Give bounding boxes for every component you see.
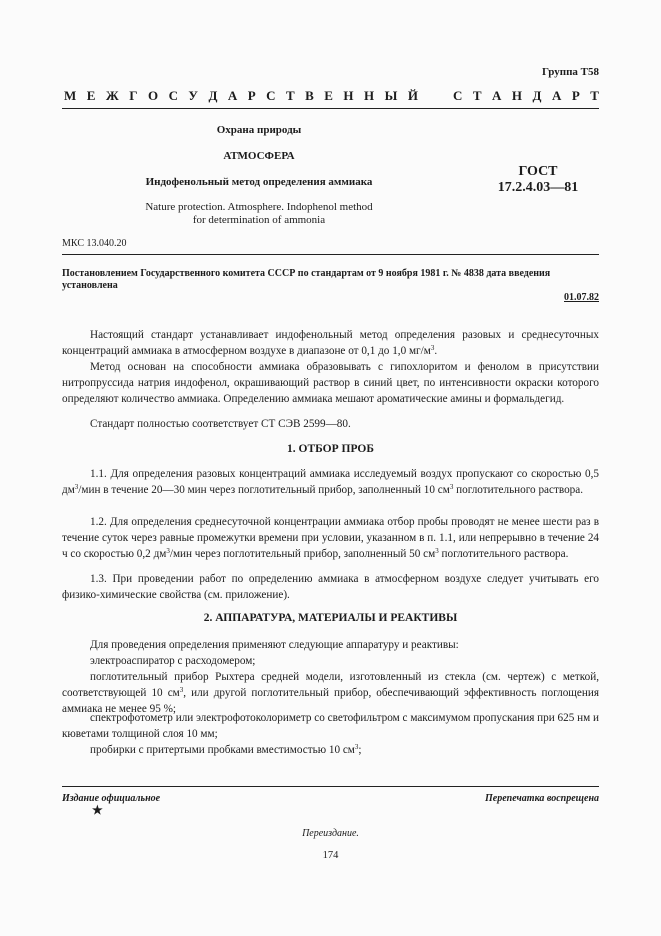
star-icon: ★ [92, 803, 103, 817]
title-english-1: Nature protection. Atmosphere. Indophenol method [145, 201, 373, 213]
heading-letter: Ы [384, 88, 398, 103]
section-paragraph: 1.3. При проведении работ по определению аммиака в атмосферном воздухе следует учитывать его физико-химические свойства (см. приложение). [62, 573, 599, 601]
section-heading: 2. АППАРАТУРА, МАТЕРИАЛЫ И РЕАКТИВЫ [203, 612, 458, 624]
heading-word-interstate [64, 88, 418, 104]
gost-label: ГОСТ [518, 164, 558, 179]
heading-letter: Т [472, 88, 482, 103]
heading-letter: С [168, 88, 178, 103]
page-number: 174 [322, 850, 339, 861]
heading-letter: Г [129, 88, 138, 103]
heading-letter: Й [407, 88, 418, 103]
mks-code: МКС 13.040.20 [62, 238, 127, 249]
heading-word-standard [453, 88, 599, 104]
heading-letter: А [227, 88, 238, 103]
reissue-label: Переиздание. [302, 828, 359, 839]
introduction-date: 01.07.82 [564, 292, 599, 303]
heading-letter: О [147, 88, 159, 103]
footer-rule [62, 786, 599, 787]
heading-letter: С [453, 88, 463, 103]
section-paragraph: 1.2. Для определения среднесуточной концентрации аммиака отбор пробы проводят не менее шести раз в течение суток через равные промежутки времени при условии, указанном в п. 1.1, или непрерывно в течение 24 ч со скоростью 0,2 $дм^3$/мин через поглотительный прибор, заполненный 50 $см^3$ поглотительного раствора. [62, 516, 599, 560]
heading-letter: Р [247, 88, 256, 103]
heading-letter: Н [343, 88, 354, 103]
heading-letter: Д [208, 88, 218, 103]
heading-letter: Р [571, 88, 580, 103]
mks-rule [62, 254, 599, 255]
intro-paragraph: Настоящий стандарт устанавливает индофенольный метод определения разовых и среднесуточных концентраций аммиака в атмосферном воздухе в диапазоне от 0,1 до 1,0 $мг/м^3$. [62, 329, 599, 357]
heading-letter: А [492, 88, 502, 103]
section-heading: 1. ОТБОР ПРОБ [287, 443, 374, 455]
section-paragraph: спектрофотометр или электрофотоколориметр со светофильтром с максимумом пропускания при 625 нм и кюветами толщиной слоя 10 мм; [62, 712, 599, 740]
heading-letter: Д [532, 88, 542, 103]
gost-number: 17.2.4.03—81 [497, 180, 579, 195]
heading-letter: А [551, 88, 562, 103]
section-paragraph: Для проведения определения применяют следующие аппаратуру и реактивы: [90, 639, 459, 651]
intro-paragraph: Метод основан на способности аммиака образовывать с гипохлоритом и фенолом в присутствии нитропруссида натрия индофенол, окрашивающий раствор в синий цвет, по интенсивности окраски которого определяют количество аммиака. Определению аммиака мешают ароматические амины и формальдегид. [62, 361, 599, 405]
heading-letter: Т [286, 88, 295, 103]
intro-paragraph: Стандарт полностью соответствует СТ СЭВ 2599—80. [90, 418, 351, 430]
heading-letter: Е [86, 88, 96, 103]
header-rule [62, 108, 599, 109]
heading-letter: Т [590, 88, 599, 103]
group-code: Группа Т58 [541, 66, 599, 78]
section-paragraph: 1.1. Для определения разовых концентраций аммиака исследуемый воздух пропускают со скоростью 0,5 $дм^3$/мин в течение 20—30 мин через поглотительный прибор, заполненный 10 $см^3$ поглотительного раствора. [62, 468, 599, 496]
heading-letter: Е [324, 88, 333, 103]
heading-letter: С [266, 88, 276, 103]
title-main: АТМОСФЕРА [223, 150, 295, 162]
heading-letter: Ж [105, 88, 119, 103]
decree-text: Постановлением Государственного комитета СССР по стандартам от 9 ноября 1981 г. № 4838 дата введения установлена [62, 268, 551, 291]
title-english-2: for determination of ammonia [192, 214, 326, 226]
title-category: Охрана природы [216, 124, 302, 136]
section-paragraph: поглотительный прибор Рыхтера средней модели, изготовленный из стекла (см. чертеж) с меткой, соответствующей 10 $см^3$, или другой поглотительный прибор, обеспечивающий эффективность поглощения аммиака не менее 95 %; [62, 671, 599, 715]
heading-letter: Н [364, 88, 375, 103]
section-paragraph: пробирки с притертыми пробками вместимостью 10 $см^3$; [90, 743, 362, 756]
heading-letter: Н [511, 88, 523, 103]
heading-letter: У [188, 88, 198, 103]
official-edition-label: Издание официальное [62, 793, 161, 804]
interstate-standard-heading [64, 88, 599, 104]
heading-letter: М [64, 88, 77, 103]
section-paragraph: электроаспиратор с расходомером; [90, 655, 256, 667]
reprint-prohibited-label: Перепечатка воспрещена [485, 793, 599, 804]
heading-letter: В [305, 88, 314, 103]
title-subtitle: Индофенольный метод определения аммиака [145, 176, 373, 188]
